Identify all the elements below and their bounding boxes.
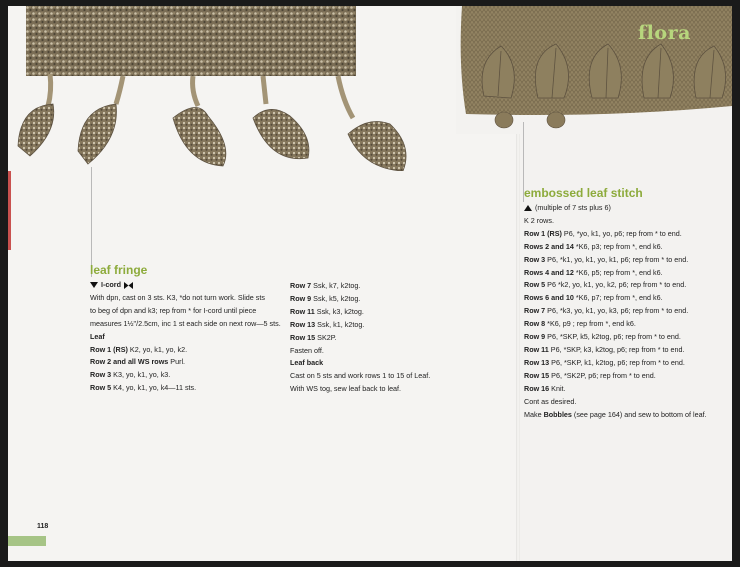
row-label: Row 15 [524, 370, 550, 380]
instruction-line [290, 293, 430, 306]
row-text: to beg of dpn and k3; rep from * for I-cord until piece [90, 305, 257, 315]
instruction-line [524, 331, 707, 344]
instruction-line [90, 369, 281, 382]
triangle-down-icon [90, 282, 98, 288]
row-text: P6, *SKP, k3, k2tog, p6; rep from * to end. [548, 344, 685, 354]
row-text: P6, *k1, yo, k1, yo, k1, p6; rep from * to end. [545, 254, 689, 264]
row-label: Leaf back [290, 358, 324, 368]
instruction-line [290, 332, 430, 345]
page-tab-bar [8, 536, 46, 546]
instruction-line [290, 280, 430, 293]
row-text: Cast on 5 sts and work rows 1 to 15 of Leaf. [290, 371, 431, 381]
instruction-line [524, 409, 707, 422]
row-text: Ssk, k5, k2tog. [311, 293, 361, 303]
page-number: 118 [37, 523, 49, 530]
row-label: Row 11 [290, 306, 315, 316]
row-text: K3, yo, k1, yo, k3. [111, 370, 171, 380]
row-text: P6, *SKP, k1, k2tog, p6; rep from * to end. [549, 357, 685, 367]
row-label: Rows 2 and 14 [524, 241, 574, 251]
row-text: With WS tog, sew leaf back to leaf. [290, 384, 402, 394]
instruction-line [524, 344, 707, 357]
icord-subtitle [90, 279, 281, 292]
instruction-line [90, 382, 281, 395]
instruction-line [524, 254, 707, 267]
row-text: Ssk, k3, k2tog. [314, 306, 364, 316]
row-label: Row 13 [524, 357, 550, 367]
instruction-line [524, 383, 707, 396]
leaf-fringe-title: leaf fringe [90, 263, 148, 277]
row-text: P6, *SKP, k5, k2tog, p6; rep from * to end. [545, 332, 681, 342]
embossed-leaf-instructions [524, 202, 707, 421]
leaf-fringe-lines [90, 292, 281, 395]
instruction-line [90, 292, 281, 305]
instruction-line [90, 305, 281, 318]
row-label: Rows 4 and 12 [524, 267, 574, 277]
row-label: Row 9 [290, 293, 312, 303]
row-text: measures 1½"/2.5cm, inc 1 st each side on next row—5 sts. [90, 318, 281, 328]
row-label: Row 2 and all WS rows [90, 357, 169, 367]
section-title-flora: flora [638, 22, 691, 44]
row-text: Purl. [168, 357, 186, 367]
row-text: Ssk, k1, k2tog. [315, 319, 365, 329]
instruction-line [524, 215, 707, 228]
row-text: Ssk, k7, k2tog. [311, 281, 361, 290]
row-label: Row 13 [290, 319, 316, 329]
leaf-fringe-photo [8, 6, 420, 171]
instruction-line [524, 357, 707, 370]
row-label: Row 8 [524, 319, 546, 329]
row-text: P6, *yo, k1, yo, p6; rep from * to end. [561, 228, 682, 238]
instruction-line [90, 318, 281, 331]
instruction-line [90, 331, 281, 344]
row-label: Row 5 [90, 383, 112, 393]
row-label: Rows 6 and 10 [524, 293, 574, 303]
row-label: Leaf [90, 331, 105, 341]
row-text-cont: (see page 164) and sew to bottom of leaf. [571, 409, 707, 419]
row-label: Row 11 [524, 344, 549, 354]
multiple-label: (multiple of 7 sts plus 6) [535, 203, 611, 212]
bowtie-icon [124, 282, 133, 289]
row-text: K 2 rows. [524, 215, 554, 225]
leaf-fringe-instructions [90, 279, 281, 395]
row-text: P6, *SK2P, p6; rep from * to end. [549, 370, 656, 380]
instruction-line [290, 370, 430, 383]
row-text: K4, yo, k1, yo, k4—11 sts. [111, 383, 197, 393]
triangle-up-icon [524, 205, 532, 211]
row-label: Row 7 [290, 281, 312, 290]
column-rule-left [91, 167, 92, 277]
instruction-line [524, 396, 707, 409]
row-text: Cont as desired. [524, 396, 577, 406]
row-text: *K6, p9 ; rep from *, end k6. [545, 319, 636, 329]
row-label: Row 1 (RS) [524, 228, 562, 238]
instruction-line [290, 383, 430, 396]
row-label: Row 3 [90, 370, 112, 380]
instruction-line [524, 279, 707, 292]
instruction-line [524, 318, 707, 331]
instruction-line [290, 345, 430, 358]
row-label: Row 7 [524, 306, 546, 316]
row-label-inline: Bobbles [543, 409, 572, 419]
instruction-line [524, 228, 707, 241]
row-text: P6, *k3, yo, k1, yo, k3, p6; rep from * to end. [545, 306, 689, 316]
multiple-subtitle [524, 202, 707, 215]
row-text: SK2P. [315, 332, 337, 342]
row-text: Make [524, 409, 544, 419]
icord-label: I-cord [101, 280, 121, 289]
embossed-leaf-title: embossed leaf stitch [524, 186, 643, 200]
instruction-line [290, 319, 430, 332]
row-text: P6 *k2, yo, k1, yo, k2, p6; rep from * to end. [545, 280, 687, 290]
row-label: Row 1 (RS) [90, 344, 128, 354]
row-text: *K6, p3; rep from *, end k6. [573, 241, 663, 251]
row-text: Fasten off. [290, 345, 324, 355]
instruction-line [524, 241, 707, 254]
instruction-line [524, 267, 707, 280]
row-text: *K6, p7; rep from *, end k6. [573, 293, 663, 303]
instruction-line [524, 370, 707, 383]
instruction-line [524, 305, 707, 318]
leaf-fringe-instructions-col2 [290, 280, 430, 396]
instruction-line [90, 344, 281, 357]
instruction-line [90, 356, 281, 369]
leaf-fringe-lines-2 [290, 280, 430, 396]
row-text: Knit. [549, 383, 566, 393]
row-label: Row 5 [524, 280, 546, 290]
embossed-lines [524, 215, 707, 422]
row-text: *K6, p5; rep from *, end k6. [573, 267, 663, 277]
row-label: Row 15 [290, 332, 316, 342]
instruction-line [290, 357, 430, 370]
row-label: Row 3 [524, 254, 546, 264]
row-label: Row 9 [524, 332, 546, 342]
instruction-line [524, 292, 707, 305]
row-text: With dpn, cast on 3 sts. K3, *do not turn work. Slide sts [90, 292, 265, 302]
row-text: K2, yo, k1, yo, k2. [127, 344, 188, 354]
row-label: Row 16 [524, 383, 550, 393]
instruction-line [290, 306, 430, 319]
